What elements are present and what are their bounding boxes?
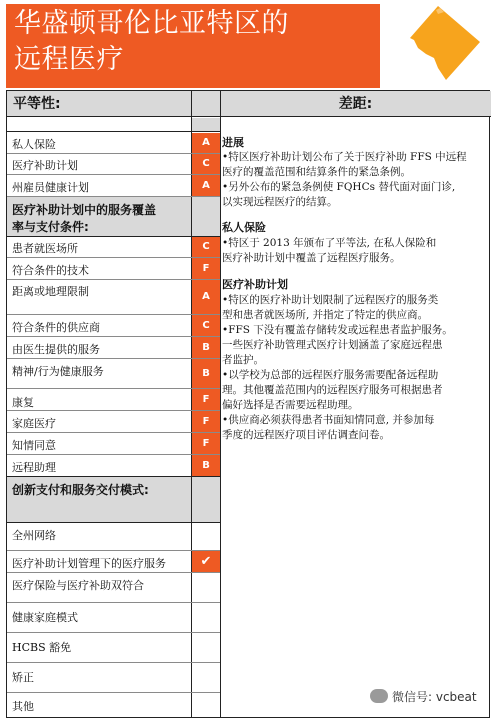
- progress-text: •特区医疗补助计划公布了关于医疗补助 FFS 中远程 医疗的覆盖范围和结算条件的紧急条例。 •另外公布的紧急条例使 FQHCs 替代面对面门诊, 以实现远程医疗的结算。: [222, 151, 467, 208]
- grade-badge: F: [191, 389, 220, 410]
- table-row: 由医生提供的服务 B: [7, 337, 220, 359]
- page-title-line-2: 远程医疗: [14, 44, 124, 75]
- page-title-line-1: 华盛顿哥伦比亚特区的: [14, 8, 289, 39]
- table-row: 家庭医疗 F: [7, 411, 220, 433]
- table-row: 距离或地理限制 A: [7, 280, 220, 315]
- table-row: 私人保险 A: [7, 133, 220, 154]
- table-row: 全州网络: [7, 523, 220, 551]
- table-row: 康复 F: [7, 389, 220, 411]
- grade-badge: C: [191, 315, 220, 336]
- table-row: 知情同意 F: [7, 433, 220, 455]
- private-insurance-heading: 私人保险: [222, 221, 266, 234]
- table-row: 符合条件的技术 F: [7, 258, 220, 280]
- table-row: 远程助理 B: [7, 455, 220, 477]
- grade-badge: F: [191, 411, 220, 432]
- medicaid-text: •特区的医疗补助计划限制了远程医疗的服务类 型和患者就医场所, 并指定了特定的供应商。 •FFS 下没有覆盖存储转发或远程患者监护服务。 一些医疗补助管理式医疗计划涵盖了家庭远程患 者监护。 •以学校为总部的远程医疗服务需要配备远程助 理。其他覆盖范围内的远程医疗服务可根据患者 偏好选择是否需要远程助理。 •供应商必须获得患者书面知情同意, 并参加每 季度的远程医疗项目评估调查问卷。: [222, 294, 453, 441]
- grade-badge: A: [191, 133, 220, 153]
- wechat-icon: [370, 689, 388, 703]
- table-row: 医疗保险与医疗补助双符合: [7, 573, 220, 603]
- private-insurance-text: •特区于 2013 年颁布了平等法, 在私人保险和 医疗补助计划中覆盖了远程医疗服务。: [222, 237, 437, 264]
- spacer-row: [7, 118, 220, 132]
- table-row: 符合条件的供应商 C: [7, 315, 220, 337]
- grade-badge: F: [191, 258, 220, 279]
- header-banner: [6, 4, 490, 88]
- table-row: 医疗补助计划管理下的医疗服务 ✔: [7, 551, 220, 573]
- dc-map-icon: [380, 4, 490, 88]
- grade-badge: C: [191, 237, 220, 257]
- grade-badge: A: [191, 280, 220, 314]
- center-divider: [220, 91, 221, 717]
- table-row: 医疗补助计划 C: [7, 154, 220, 175]
- grade-badge: F: [191, 433, 220, 454]
- gaps-column-header: 差距:: [220, 91, 491, 117]
- grade-badge: B: [191, 455, 220, 476]
- table-row: 其他: [7, 693, 220, 718]
- grade-badge: C: [191, 154, 220, 174]
- table-row: HCBS 豁免: [7, 633, 220, 663]
- table-row: 患者就医场所 C: [7, 237, 220, 258]
- checkmark-icon: ✔: [191, 551, 220, 572]
- section-header-innovation: 创新支付和服务交付模式:: [7, 477, 220, 523]
- medicaid-heading: 医疗补助计划: [222, 278, 288, 291]
- parity-column-header: 平等性:: [7, 91, 220, 117]
- wechat-watermark: 微信号: vcbeat: [366, 686, 481, 707]
- section-header-coverage: 医疗补助计划中的服务覆盖 率与支付条件:: [7, 197, 220, 237]
- table-row: 州雇员健康计划 A: [7, 175, 220, 197]
- progress-heading: 进展: [222, 136, 244, 149]
- table-row: 健康家庭模式: [7, 603, 220, 633]
- grade-badge: A: [191, 175, 220, 196]
- table-row: 精神/行为健康服务 B: [7, 359, 220, 389]
- grade-badge: B: [191, 359, 220, 388]
- table-row: 矫正: [7, 663, 220, 693]
- grade-badge: B: [191, 337, 220, 358]
